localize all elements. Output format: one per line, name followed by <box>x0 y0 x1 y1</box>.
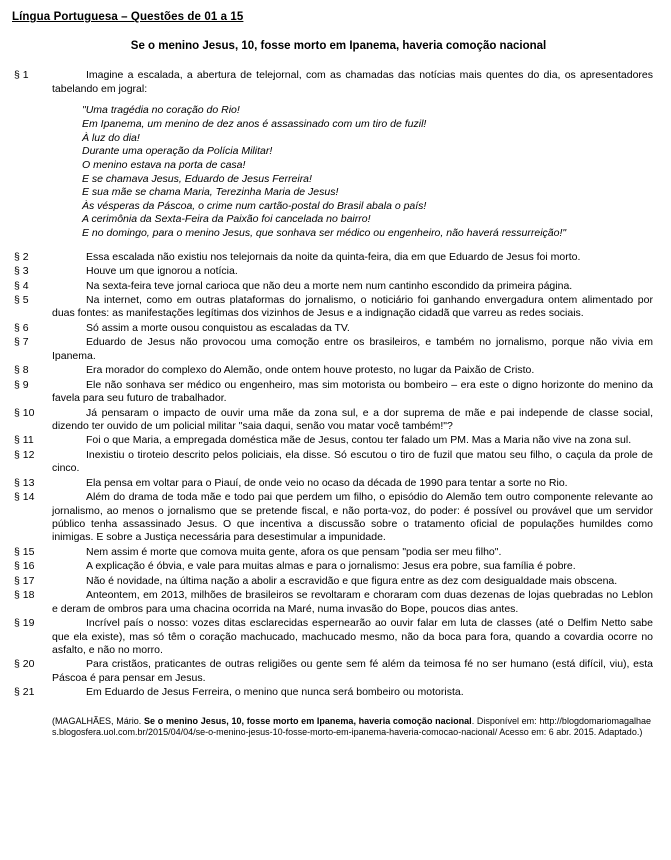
paragraph-text: Eduardo de Jesus não provocou uma comoção entre os brasileiros, e também no jornalismo, porque não vivia em Ipanema. <box>52 336 653 362</box>
quote-line: À luz do dia! <box>82 131 140 144</box>
paragraph-number: § 21 <box>14 686 35 699</box>
paragraph-1 <box>10 69 659 96</box>
paragraph-text: Incrível país o nosso: vozes ditas esclarecidas espernearão ao ouvir falar em luta de classes (até o Delfim Netto sabe que ela existe), mas só têm o coração machucado, machucado mesmo, não da boca para fora, quando a covardia ocorre no asfalto, e não no morro. <box>52 617 653 656</box>
paragraph-text: Houve um que ignorou a notícia. <box>86 265 238 278</box>
paragraph-text: Só assim a morte ousou conquistou as escaladas da TV. <box>86 321 350 334</box>
paragraph-19 <box>10 617 659 657</box>
paragraph-number: § 18 <box>14 589 35 602</box>
paragraph-text: Inexistiu o tiroteio descrito pelos policiais, ela disse. Só escutou o tiro de fuzil que matou seu filho, o caçula da prole de cinco. <box>52 448 653 475</box>
paragraph-number: § 10 <box>14 406 35 419</box>
quote-line: Em Ipanema, um menino de dez anos é assassinado com um tiro de fuzil! <box>82 117 427 130</box>
paragraph-number: § 16 <box>14 560 35 573</box>
paragraph-number: § 15 <box>14 545 35 558</box>
quote-line: O menino estava na porta de casa! <box>82 158 246 171</box>
paragraph-text: Além do drama de toda mãe e todo pai que perdem um filho, o episódio do Alemão tem outro componente relevante ao jornalismo, ao menos o jornalismo que se pretende fiscal, e não porta-voz, do poder: é possível ou provável que um servidor público tenha assassinado Jesus. O que incentiva a discussão sobre o tratamento oficial de populações humildes como inimigas. E sobre a Justiça necessária para desestimular a impunidade. <box>52 491 653 544</box>
paragraph-text: Foi o que Maria, a empregada doméstica mãe de Jesus, contou ter falado um PM. Mas a Maria não vive na zona sul. <box>86 434 632 447</box>
paragraph-number: § 17 <box>14 574 35 587</box>
paragraph-text: A explicação é óbvia, e vale para muitas almas e para o jornalismo: Jesus era pobre, sua família é pobre. <box>86 560 576 573</box>
paragraph-number: § 8 <box>14 364 29 377</box>
paragraph-8 <box>10 364 659 377</box>
paragraph-10 <box>10 407 659 434</box>
paragraph-text: Anteontem, em 2013, milhões de brasileiros se revoltaram e choraram com duas dezenas de lojas quebradas no Leblon e deram de ombros para uma chacina ocorrida na Maré, numa invasão do Bope, poucos dias antes. <box>52 589 653 615</box>
source-author: (MAGALHÃES, Mário. <box>52 715 144 726</box>
source-availability: . Disponível em: <box>471 715 540 726</box>
paragraph-number: § 14 <box>14 491 35 504</box>
paragraph-number: § 11 <box>14 434 34 447</box>
paragraph-4 <box>10 280 659 293</box>
source-citation <box>10 716 659 739</box>
paragraph-text: Já pensaram o impacto de ouvir uma mãe da zona sul, e a dor suprema de mãe e pai independe de classe social, dizendo ter ouvido de um policial militar "saia daqui, senão vou matar você também!"? <box>52 406 653 432</box>
paragraph-number: § 3 <box>14 265 29 278</box>
paragraph-text: Era morador do complexo do Alemão, onde ontem houve protesto, no lugar da Paixão de Cristo. <box>86 364 535 377</box>
paragraph-number: § 2 <box>14 250 29 263</box>
paragraph-20 <box>10 658 659 685</box>
paragraph-number: § 19 <box>14 617 35 630</box>
paragraph-number: § 5 <box>14 294 29 307</box>
paragraph-text: Imagine a escalada, a abertura de telejornal, com as chamadas das notícias mais quentes do dia, os apresentadores tabelando em jogral: <box>52 69 653 95</box>
paragraph-text: Na sexta-feira teve jornal carioca que não deu a morte nem num cantinho escondido da primeira página. <box>86 279 573 292</box>
paragraph-12 <box>10 449 659 476</box>
paragraph-13 <box>10 477 659 490</box>
paragraph-text: Para cristãos, praticantes de outras religiões ou gente sem fé além da teimosa fé no ser humano (está difícil, viu), esta Páscoa é para pensar em Jesus. <box>52 658 653 684</box>
paragraph-number: § 12 <box>14 448 35 461</box>
paragraph-15 <box>10 546 659 559</box>
quote-line: A cerimônia da Sexta-Feira da Paixão foi cancelada no bairro! <box>82 213 371 226</box>
quote-line: Às vésperas da Páscoa, o crime num cartão-postal do Brasil abala o país! <box>82 199 427 212</box>
paragraph-number: § 6 <box>14 321 29 334</box>
section-header: Língua Portuguesa – Questões de 01 a 15 <box>12 11 244 23</box>
paragraph-number: § 20 <box>14 658 35 671</box>
paragraph-text: Ele não sonhava ser médico ou engenheiro, mas sim motorista ou bombeiro – era este o digno horizonte do menino da favela para seu futuro de trabalhador. <box>52 378 653 405</box>
paragraph-number: § 9 <box>14 378 29 391</box>
paragraph-text: Em Eduardo de Jesus Ferreira, o menino que nunca será bombeiro ou motorista. <box>86 686 464 699</box>
source-work-title: Se o menino Jesus, 10, fosse morto em Ipanema, haveria comoção nacional <box>144 715 472 726</box>
paragraph-text: Nem assim é morte que comova muita gente, afora os que pensam "podia ser meu filho". <box>86 545 502 558</box>
paragraph-18 <box>10 589 659 616</box>
paragraph-text: Ela pensa em voltar para o Piauí, de onde veio no ocaso da década de 1990 para tentar a sorte no Rio. <box>86 476 568 489</box>
source-access-date: Acesso em: 6 abr. 2015. Adaptado.) <box>497 727 643 738</box>
paragraph-14 <box>10 491 659 545</box>
quote-line: E se chamava Jesus, Eduardo de Jesus Ferreira! <box>82 172 312 185</box>
paragraph-number: § 1 <box>14 69 29 82</box>
quote-block <box>10 104 659 240</box>
paragraph-3 <box>10 265 659 278</box>
paragraph-17 <box>10 575 659 588</box>
paragraph-text: Essa escalada não existiu nos telejornais da noite da quinta-feira, dia em que Eduardo de Jesus foi morto. <box>86 250 581 263</box>
paragraph-2 <box>10 251 659 264</box>
quote-line: "Uma tragédia no coração do Rio! <box>82 104 240 117</box>
paragraph-number: § 4 <box>14 279 29 292</box>
paragraph-16 <box>10 560 659 573</box>
paragraph-5 <box>10 294 659 321</box>
paragraph-11 <box>10 434 659 447</box>
quote-line: E sua mãe se chama Maria, Terezinha Maria de Jesus! <box>82 186 339 199</box>
paragraph-6 <box>10 322 659 335</box>
source-url[interactable]: http://blogdomariomagalhaes.blogosfera.uol.com.br/2015/04/04/se-o-menino-jesus-10-fosse-morto-em-ipanema-haveria-comocao-nacional/ <box>52 715 651 738</box>
paragraph-9 <box>10 379 659 406</box>
paragraph-number: § 7 <box>14 336 29 349</box>
paragraph-number: § 13 <box>14 476 35 489</box>
document-title: Se o menino Jesus, 10, fosse morto em Ipanema, haveria comoção nacional <box>130 39 547 52</box>
paragraph-21 <box>10 686 659 699</box>
paragraph-text: Não é novidade, na última nação a abolir a escravidão e que figura entre as dez com desigualdade mais obscena. <box>86 574 618 587</box>
quote-line-last: E no domingo, para o menino Jesus, que sonhava ser médico ou engenheiro, não haverá ressurreição!" <box>82 227 567 240</box>
paragraph-text: Na internet, como em outras plataformas do jornalismo, o noticiário foi ganhando envergadura ontem alimentado por duas fontes: as manifestações legítimas dos vizinhos de Jesus e a indignação cidadã que varreu as redes sociais. <box>52 294 653 320</box>
paragraph-7 <box>10 336 659 363</box>
quote-line: Durante uma operação da Polícia Militar! <box>82 145 273 158</box>
